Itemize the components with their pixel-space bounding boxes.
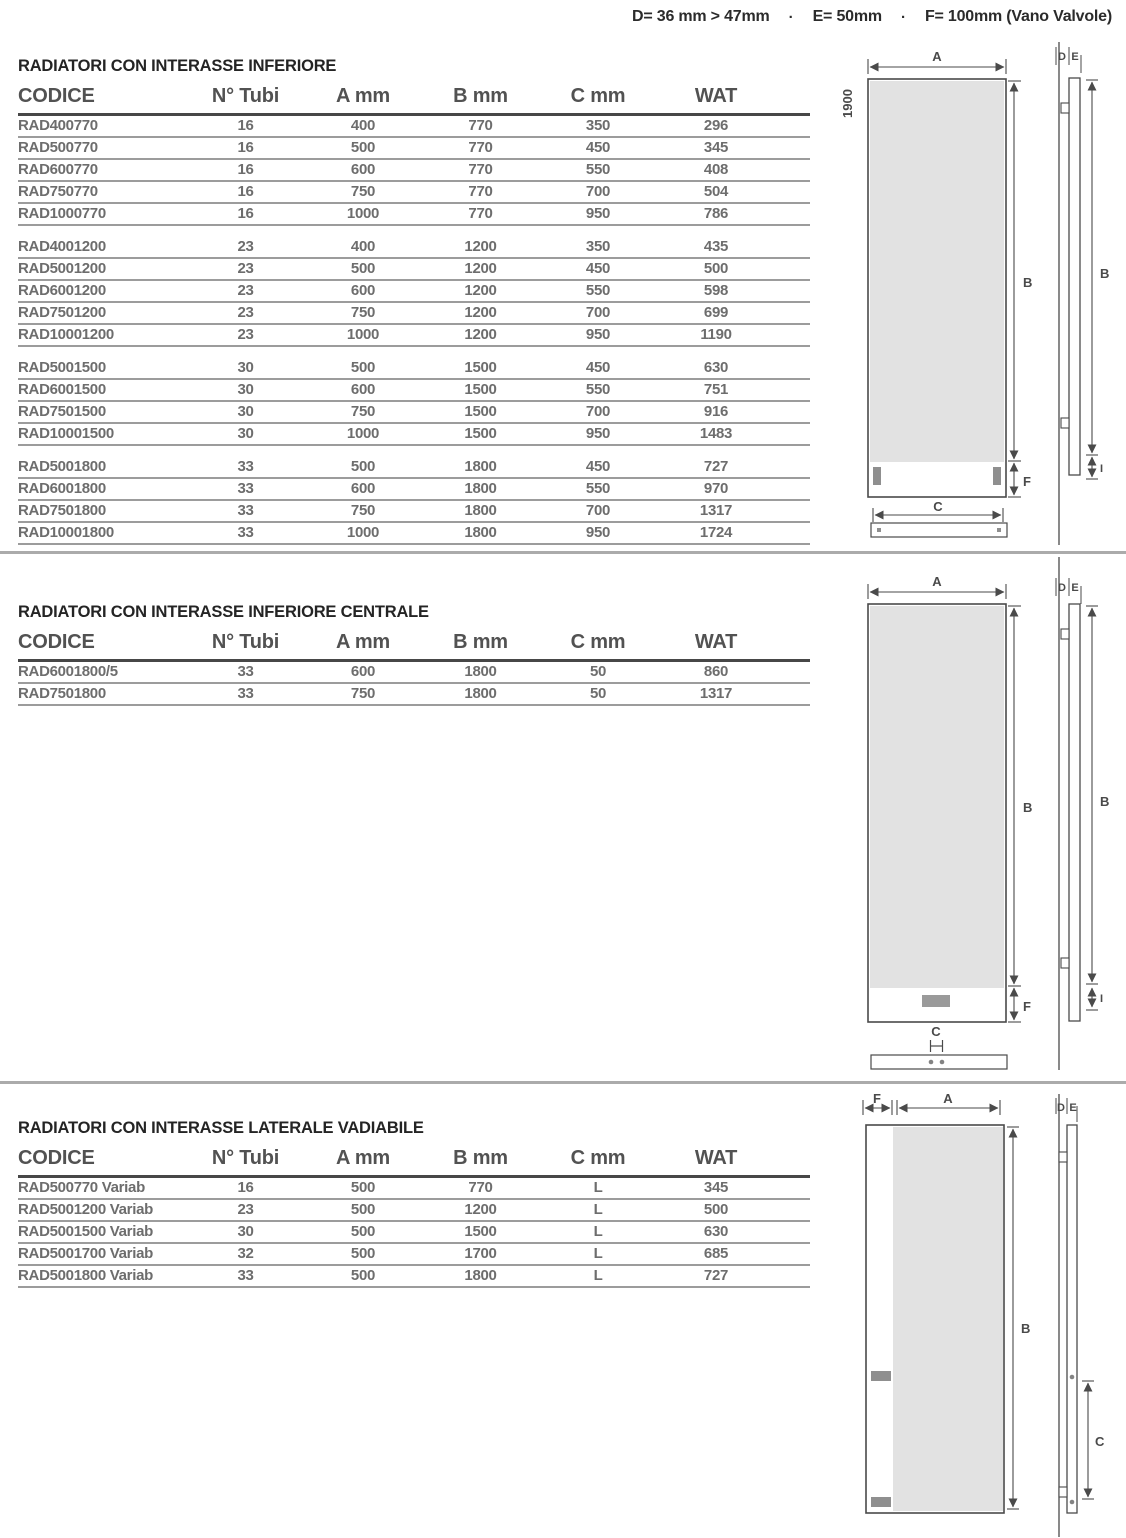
cell-b-mm: 1800: [464, 480, 497, 497]
column-header-b: B mm: [453, 631, 508, 653]
table-row: [18, 1266, 810, 1288]
column-header-wat: WAT: [694, 85, 738, 107]
table-row: [18, 662, 810, 684]
cell-wat: 727: [703, 1267, 729, 1284]
cell-wat: 345: [703, 1179, 729, 1196]
cell-tubi: 32: [237, 1245, 254, 1262]
cell-a-mm: 600: [350, 480, 376, 497]
cell-wat: 1190: [700, 326, 732, 343]
table-row: [18, 684, 810, 706]
cell-codice: RAD6001500: [18, 381, 106, 398]
table-row: [18, 424, 810, 446]
dimension-f: [1008, 463, 1021, 497]
table-row: [18, 479, 810, 501]
cell-tubi: 16: [237, 205, 254, 222]
cell-b-mm: 1800: [464, 685, 497, 702]
valve-connection-upper: [871, 1371, 891, 1381]
wall-bracket: [1061, 418, 1069, 428]
cell-a-mm: 750: [350, 502, 376, 519]
cell-c-mm: L: [593, 1201, 603, 1218]
cell-wat: 598: [703, 282, 729, 299]
column-header-codice: CODICE: [18, 85, 95, 107]
cell-b-mm: 1200: [464, 238, 497, 255]
cell-wat: 296: [703, 117, 729, 134]
dim-label-c: C: [931, 1024, 941, 1039]
cell-a-mm: 750: [350, 403, 376, 420]
cell-tubi: 33: [237, 480, 254, 497]
dimensions-note: [632, 8, 1112, 26]
separator-dot: ·: [901, 8, 906, 26]
cell-wat: 685: [703, 1245, 729, 1262]
dim-label-d: D: [1057, 1102, 1065, 1114]
cell-tubi: 33: [237, 524, 254, 541]
cell-tubi: 23: [237, 1201, 254, 1218]
cell-a-mm: 600: [350, 663, 376, 680]
cell-codice: RAD500770: [18, 139, 98, 156]
dim-label-f: F: [873, 1092, 881, 1106]
cell-tubi: 23: [237, 304, 254, 321]
mounting-bar: [871, 523, 1007, 537]
dimension-i: [1086, 457, 1098, 479]
cell-c-mm: 950: [585, 326, 611, 343]
dimension-c-narrow: [931, 1040, 943, 1052]
column-header-c: C mm: [570, 85, 626, 107]
cell-c-mm: L: [593, 1223, 603, 1240]
cell-wat: 916: [703, 403, 729, 420]
dimension-b-side: [1086, 606, 1098, 984]
cell-tubi: 33: [237, 685, 254, 702]
dimension-i: [1086, 988, 1098, 1010]
cell-c-mm: 700: [585, 304, 611, 321]
wall-bracket: [1061, 103, 1069, 113]
cell-codice: RAD7501500: [18, 403, 106, 420]
cell-a-mm: 600: [350, 282, 376, 299]
cell-a-mm: 600: [350, 161, 376, 178]
dimension-b-front: [1008, 606, 1021, 986]
cell-a-mm: 1000: [346, 326, 380, 343]
cell-codice: RAD10001800: [18, 524, 114, 541]
cell-a-mm: 500: [350, 1245, 376, 1262]
table-group: [18, 457, 810, 545]
table-group: [18, 237, 810, 347]
section-divider: [0, 1081, 1126, 1084]
cell-codice: RAD6001800/5: [18, 663, 118, 680]
dim-d-note: D= 36 mm > 47mm: [632, 8, 770, 25]
dim-label-b-side: B: [1100, 266, 1110, 281]
cell-wat: 970: [703, 480, 729, 497]
cell-a-mm: 750: [350, 304, 376, 321]
column-header-codice: CODICE: [18, 631, 95, 653]
cell-c-mm: 550: [585, 282, 611, 299]
table-group: [18, 116, 810, 226]
cell-wat: 500: [703, 260, 729, 277]
dim-label-e: E: [1069, 1102, 1077, 1114]
cell-c-mm: 50: [589, 685, 607, 702]
cell-tubi: 33: [237, 502, 254, 519]
cell-b-mm: 1500: [464, 425, 497, 442]
cell-codice: RAD600770: [18, 161, 98, 178]
table-group: [18, 662, 810, 706]
column-header-tubi: N° Tubi: [211, 1147, 280, 1169]
cell-codice: RAD7501200: [18, 304, 106, 321]
cell-b-mm: 770: [468, 117, 493, 134]
table-row: [18, 1244, 810, 1266]
cell-a-mm: 400: [350, 117, 376, 134]
radiator-side-view: [1056, 42, 1081, 545]
table-row: [18, 204, 810, 226]
cell-c-mm: L: [593, 1179, 603, 1196]
dim-label-b-side: B: [1100, 794, 1110, 809]
section-interasse-laterale-variabile: [18, 1119, 810, 1299]
section-interasse-inferiore-centrale: [18, 603, 810, 717]
dim-label-e: E: [1071, 51, 1079, 63]
cell-a-mm: 1000: [346, 524, 380, 541]
column-header-b: B mm: [453, 1147, 508, 1169]
dim-label-d: D: [1058, 51, 1066, 63]
dim-label-a: A: [932, 49, 942, 64]
dimension-f: [1008, 988, 1021, 1022]
cell-tubi: 30: [237, 359, 254, 376]
dim-label-b: B: [1021, 1321, 1031, 1336]
dim-label-a: A: [932, 574, 942, 589]
cell-c-mm: 550: [585, 480, 611, 497]
dim-label-1900: 1900: [840, 89, 855, 118]
cell-tubi: 33: [237, 1267, 254, 1284]
cell-b-mm: 770: [468, 139, 493, 156]
cell-tubi: 23: [237, 238, 254, 255]
cell-wat: 345: [703, 139, 729, 156]
table-row: [18, 358, 810, 380]
cell-tubi: 30: [237, 1223, 254, 1240]
radiator-front-view: [868, 79, 1006, 497]
cell-codice: RAD5001200 Variab: [18, 1201, 153, 1218]
section-interasse-inferiore: [18, 57, 810, 556]
table-row: [18, 116, 810, 138]
cell-b-mm: 770: [468, 1179, 493, 1196]
cell-c-mm: 350: [585, 238, 611, 255]
cell-codice: RAD750770: [18, 183, 98, 200]
cell-tubi: 16: [237, 117, 254, 134]
cell-c-mm: 550: [585, 381, 611, 398]
cell-wat: 1317: [699, 502, 733, 519]
cell-tubi: 30: [237, 425, 254, 442]
cell-tubi: 16: [237, 139, 254, 156]
cell-b-mm: 1800: [464, 458, 497, 475]
dim-label-e: E: [1071, 582, 1079, 594]
column-header-wat: WAT: [694, 1147, 738, 1169]
cell-a-mm: 500: [350, 458, 376, 475]
table-row: [18, 259, 810, 281]
cell-c-mm: 450: [585, 139, 611, 156]
dimension-b-front: [1008, 81, 1021, 461]
cell-codice: RAD7501800: [18, 502, 106, 519]
column-header-c: C mm: [570, 1147, 626, 1169]
cell-c-mm: L: [593, 1267, 603, 1284]
cell-wat: 1317: [699, 685, 733, 702]
dimension-b-front: [1007, 1127, 1019, 1509]
cell-c-mm: 700: [585, 183, 611, 200]
cell-codice: RAD6001800: [18, 480, 106, 497]
separator-dot: ·: [788, 8, 794, 26]
cell-a-mm: 1000: [346, 425, 380, 442]
radiator-side-view: [1056, 1094, 1077, 1537]
cell-codice: RAD1000770: [18, 205, 106, 222]
cell-codice: RAD5001700 Variab: [18, 1245, 153, 1262]
cell-b-mm: 1200: [464, 282, 497, 299]
column-header-tubi: N° Tubi: [211, 631, 280, 653]
cell-codice: RAD10001200: [18, 326, 114, 343]
cell-b-mm: 770: [468, 183, 493, 200]
table-row: [18, 402, 810, 424]
cell-codice: RAD6001200: [18, 282, 106, 299]
cell-codice: RAD7501800: [18, 685, 106, 702]
dim-label-f: F: [1023, 474, 1031, 489]
cell-wat: 699: [703, 304, 729, 321]
table-row: [18, 160, 810, 182]
table-row: [18, 501, 810, 523]
cell-c-mm: 450: [585, 458, 611, 475]
dim-label-a: A: [943, 1092, 953, 1106]
dim-label-c: C: [933, 499, 943, 514]
dim-label-d: D: [1058, 582, 1066, 594]
cell-codice: RAD5001800: [18, 458, 106, 475]
cell-codice: RAD5001500 Variab: [18, 1223, 153, 1240]
table-row: [18, 1178, 810, 1200]
cell-b-mm: 1500: [464, 403, 497, 420]
cell-tubi: 23: [237, 282, 254, 299]
section-title: RADIATORI CON INTERASSE INFERIORE: [18, 57, 337, 75]
cell-tubi: 23: [237, 260, 254, 277]
cell-c-mm: 950: [585, 425, 611, 442]
cell-tubi: 16: [237, 1179, 254, 1196]
valve-connection-lower: [871, 1497, 891, 1507]
cell-c-mm: 950: [585, 524, 611, 541]
table-row: [18, 523, 810, 545]
cell-wat: 727: [703, 458, 729, 475]
cell-tubi: 16: [237, 183, 254, 200]
cell-codice: RAD4001200: [18, 238, 106, 255]
connection-point-lower: [1070, 1500, 1075, 1505]
column-header-codice: CODICE: [18, 1147, 95, 1169]
mounting-bar: [871, 1055, 1007, 1069]
radiator-body: [893, 1127, 1003, 1511]
column-header-a: A mm: [335, 85, 391, 107]
cell-a-mm: 400: [350, 238, 376, 255]
table-row: [18, 325, 810, 347]
cell-wat: 1724: [699, 524, 733, 541]
dim-label-b: B: [1023, 800, 1033, 815]
section-title: RADIATORI CON INTERASSE INFERIORE CENTRALE: [18, 603, 429, 621]
cell-b-mm: 770: [468, 161, 493, 178]
diagram-interasse-inferiore: [835, 40, 1125, 555]
column-header-a: A mm: [335, 631, 391, 653]
cell-wat: 630: [703, 359, 729, 376]
cell-codice: RAD5001200: [18, 260, 106, 277]
cell-c-mm: 700: [585, 403, 611, 420]
cell-c-mm: 350: [585, 117, 611, 134]
cell-a-mm: 500: [350, 139, 376, 156]
wall-bracket: [1061, 958, 1069, 968]
table-group: [18, 358, 810, 446]
table-group: [18, 1178, 810, 1288]
cell-b-mm: 1500: [464, 381, 497, 398]
dimension-b-side: [1086, 80, 1098, 455]
cell-a-mm: 1000: [346, 205, 380, 222]
cell-wat: 435: [703, 238, 729, 255]
table-row: [18, 1222, 810, 1244]
cell-a-mm: 600: [350, 381, 376, 398]
cell-b-mm: 1800: [464, 663, 497, 680]
cell-b-mm: 1200: [464, 260, 497, 277]
cell-a-mm: 750: [350, 183, 376, 200]
cell-c-mm: 450: [585, 359, 611, 376]
wall-bracket: [1061, 629, 1069, 639]
table-row: [18, 457, 810, 479]
cell-c-mm: 700: [585, 502, 611, 519]
cell-b-mm: 1800: [464, 1267, 497, 1284]
cell-a-mm: 500: [350, 1223, 376, 1240]
cell-c-mm: 50: [589, 663, 607, 680]
cell-codice: RAD500770 Variab: [18, 1179, 145, 1196]
table-row: [18, 138, 810, 160]
cell-tubi: 23: [237, 326, 254, 343]
cell-b-mm: 1500: [464, 1223, 497, 1240]
cell-tubi: 30: [237, 403, 254, 420]
cell-c-mm: 550: [585, 161, 611, 178]
dim-e-note: E= 50mm: [812, 8, 882, 25]
cell-wat: 630: [703, 1223, 729, 1240]
cell-wat: 408: [703, 161, 729, 178]
cell-wat: 860: [703, 663, 729, 680]
cell-c-mm: 950: [585, 205, 611, 222]
table-row: [18, 182, 810, 204]
dim-f-note: F= 100mm (Vano Valvole): [924, 8, 1112, 25]
radiator-body: [870, 606, 1004, 988]
column-header-tubi: N° Tubi: [211, 85, 280, 107]
cell-wat: 1483: [699, 425, 733, 442]
cell-wat: 504: [703, 183, 729, 200]
column-header-a: A mm: [335, 1147, 391, 1169]
table-header: [18, 83, 810, 116]
cell-a-mm: 500: [350, 260, 376, 277]
cell-a-mm: 500: [350, 1179, 376, 1196]
table-header: [18, 1145, 810, 1178]
section-title: RADIATORI CON INTERASSE LATERALE VADIABILE: [18, 1119, 424, 1137]
radiator-front-view: [868, 604, 1006, 1022]
radiator-front-view: [866, 1125, 1004, 1513]
column-header-b: B mm: [453, 85, 508, 107]
wall-bracket: [1059, 1152, 1067, 1162]
cell-b-mm: 1500: [464, 359, 497, 376]
cell-codice: RAD400770: [18, 117, 98, 134]
column-header-wat: WAT: [694, 631, 738, 653]
cell-c-mm: L: [593, 1245, 603, 1262]
diagram-interasse-laterale-variabile: [835, 1092, 1126, 1538]
cell-b-mm: 1200: [464, 326, 497, 343]
cell-tubi: 30: [237, 381, 254, 398]
cell-tubi: 33: [237, 663, 254, 680]
column-header-c: C mm: [570, 631, 626, 653]
cell-a-mm: 750: [350, 685, 376, 702]
cell-codice: RAD10001500: [18, 425, 114, 442]
table-row: [18, 303, 810, 325]
table-row: [18, 380, 810, 402]
cell-b-mm: 1700: [464, 1245, 497, 1262]
radiator-side-view: [1056, 557, 1081, 1070]
valve-connection-central: [922, 995, 950, 1007]
diagram-interasse-inferiore-centrale: [835, 555, 1125, 1080]
cell-b-mm: 1200: [464, 1201, 497, 1218]
cell-tubi: 33: [237, 458, 254, 475]
table-row: [18, 1200, 810, 1222]
connection-point-upper: [1070, 1375, 1075, 1380]
valve-connection-left: [873, 467, 881, 485]
cell-b-mm: 1800: [464, 502, 497, 519]
radiator-body: [870, 81, 1004, 462]
cell-wat: 786: [703, 205, 729, 222]
cell-b-mm: 1800: [464, 524, 497, 541]
cell-a-mm: 500: [350, 1201, 376, 1218]
table-row: [18, 237, 810, 259]
cell-codice: RAD5001500: [18, 359, 106, 376]
dim-label-f: F: [1023, 999, 1031, 1014]
cell-b-mm: 1200: [464, 304, 497, 321]
dim-label-i: I: [1100, 993, 1104, 1005]
cell-wat: 500: [703, 1201, 729, 1218]
dim-label-c: C: [1095, 1434, 1105, 1449]
table-header: [18, 629, 810, 662]
cell-b-mm: 770: [468, 205, 493, 222]
dim-label-b: B: [1023, 275, 1033, 290]
dimension-c-variable: [1082, 1381, 1094, 1499]
table-row: [18, 281, 810, 303]
cell-c-mm: 450: [585, 260, 611, 277]
cell-tubi: 16: [237, 161, 254, 178]
cell-a-mm: 500: [350, 359, 376, 376]
valve-connection-right: [993, 467, 1001, 485]
wall-bracket: [1059, 1487, 1067, 1497]
cell-codice: RAD5001800 Variab: [18, 1267, 153, 1284]
cell-wat: 751: [703, 381, 729, 398]
cell-a-mm: 500: [350, 1267, 376, 1284]
dim-label-i: I: [1100, 463, 1104, 475]
